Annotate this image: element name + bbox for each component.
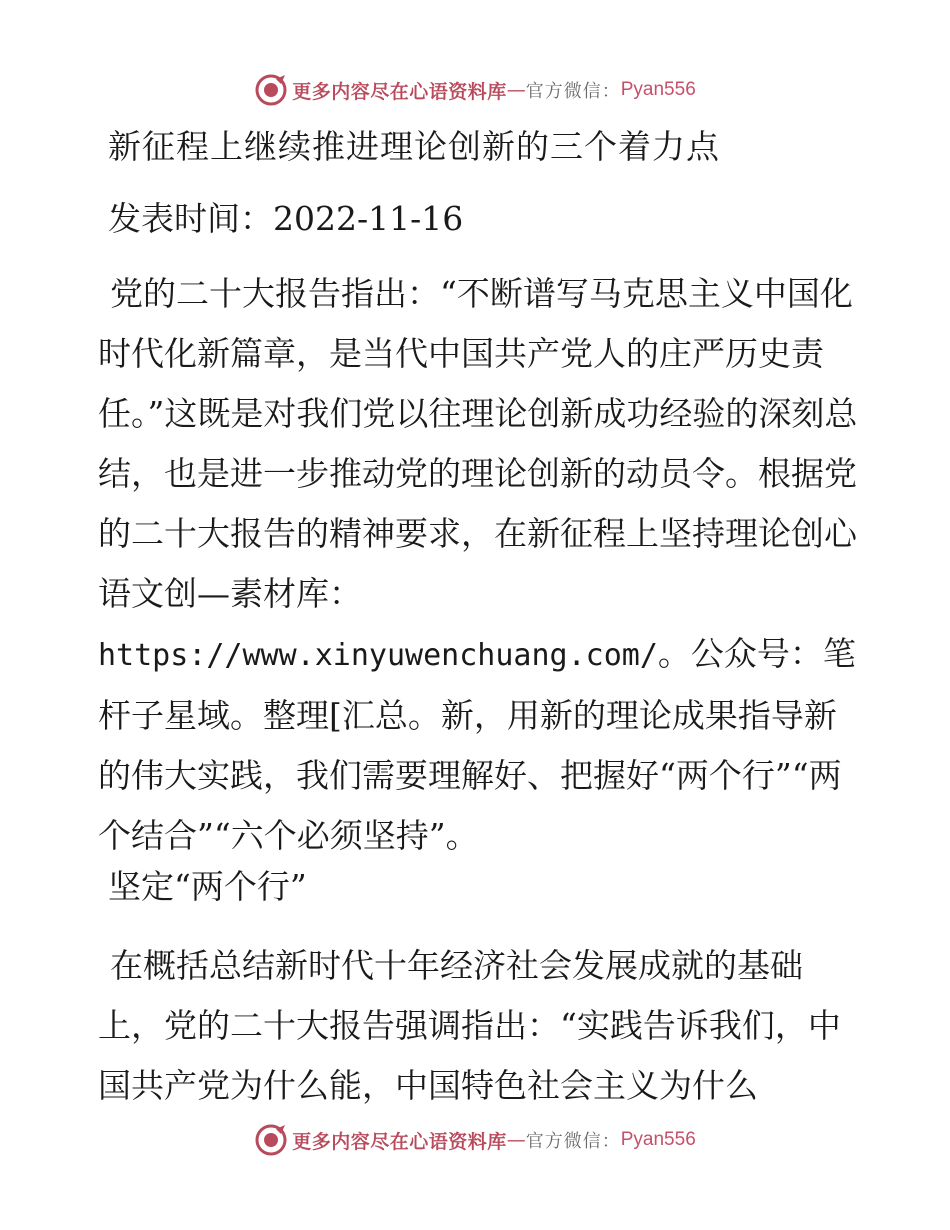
banner-dash: — <box>506 1129 526 1151</box>
banner-wechat-handle: Pyan556 <box>620 1129 696 1150</box>
banner-official-label: 官方微信： <box>525 1131 621 1152</box>
footer-banner <box>0 1120 950 1160</box>
brand-logo-icon <box>254 73 288 107</box>
header-banner <box>0 70 950 110</box>
banner-text: 更多内容尽在心语资料库 <box>292 1130 507 1153</box>
banner-text: 更多内容尽在心语资料库 <box>292 80 507 103</box>
banner-official-label: 官方微信： <box>525 81 621 102</box>
paragraph-1 <box>98 264 858 866</box>
paragraph-1-text-b: 。公众号：笔杆子星域。整理[汇总。新，用新的理论成果指导新的伟大实践，我们需要理解好、把握好“两个行”“两个结合”“六个必须坚持”。 <box>98 634 856 855</box>
paragraph-2: 在概括总结新时代十年经济社会发展成就的基础上，党的二十大报告强调指出：“实践告诉我们，中国共产党为什么能，中国特色社会主义为什么 <box>98 946 841 1105</box>
section-heading: 坚定“两个行” <box>108 867 307 906</box>
resource-link[interactable]: https://www.xinyuwenchuang.com/ <box>98 638 658 673</box>
publish-date: 发表时间：2022-11-16 <box>108 199 464 238</box>
paragraph-1-text-a: 党的二十大报告指出：“不断谱写马克思主义中国化时代化新篇章，是当代中国共产党人的庄严历史责任。”这既是对我们党以往理论创新成功经验的深刻总结，也是进一步推动党的理论创新的动员令。根据党的二十大报告的精神要求，在新征程上坚持理论创心语文创—素材库： <box>98 274 858 613</box>
banner-dash: — <box>506 79 526 101</box>
banner-wechat-handle: Pyan556 <box>620 79 696 100</box>
article-title: 新征程上继续推进理论创新的三个着力点 <box>108 127 720 166</box>
brand-logo-icon <box>254 1123 288 1157</box>
